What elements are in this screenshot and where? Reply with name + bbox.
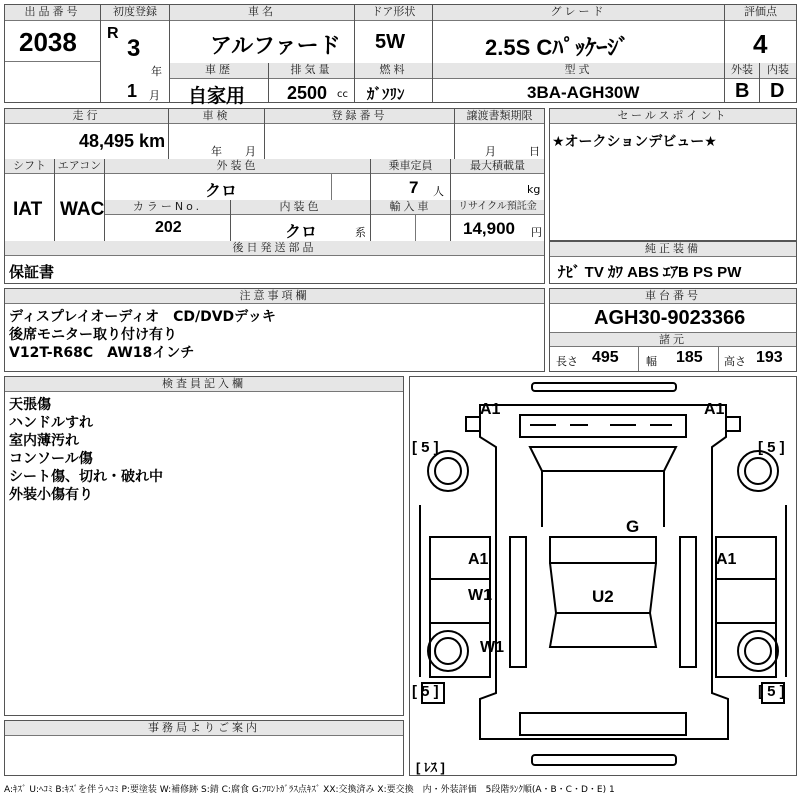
month-unit: 月 bbox=[149, 89, 160, 102]
first-reg-cell bbox=[101, 5, 169, 102]
int-color: クロ bbox=[285, 224, 318, 241]
chassis-box bbox=[549, 288, 797, 372]
sales-point-text: ★オークションデビュー★ bbox=[552, 134, 717, 150]
door: 5W bbox=[375, 31, 405, 53]
recycle-cell bbox=[451, 200, 544, 241]
dmg-right-a1: A1 bbox=[716, 551, 737, 568]
lot-no-label: 出品番号 bbox=[5, 5, 100, 21]
int-color-cell bbox=[231, 200, 371, 241]
load-unit: kg bbox=[527, 183, 541, 196]
interior-label: 内装 bbox=[760, 63, 796, 79]
height: 193 bbox=[756, 349, 783, 366]
year-unit: 年 bbox=[151, 65, 162, 78]
later-parts-label: 後日発送部品 bbox=[5, 241, 544, 256]
load-label: 最大積載量 bbox=[451, 159, 544, 174]
import-cell bbox=[371, 200, 451, 241]
import-label: 輸入車 bbox=[371, 200, 450, 215]
ac-label: エアコン bbox=[55, 159, 104, 174]
transfer-cell bbox=[455, 109, 544, 159]
tire-lr: [ 5 ] bbox=[412, 683, 439, 700]
seats-label: 乗車定員 bbox=[371, 159, 450, 174]
history-label: 車歴 bbox=[170, 63, 268, 79]
score-cell bbox=[725, 5, 796, 63]
dmg-u2: U2 bbox=[592, 587, 614, 606]
load-cell bbox=[451, 159, 544, 200]
reg-month: 1 bbox=[127, 81, 138, 101]
color-no-cell bbox=[105, 200, 231, 241]
fuel-cell bbox=[355, 63, 433, 102]
dmg-g: G bbox=[626, 517, 640, 536]
height-label: 高さ bbox=[724, 355, 746, 368]
tire-lf: [ 5 ] bbox=[412, 439, 439, 456]
recycle-unit: 円 bbox=[531, 226, 542, 239]
ac-cell bbox=[55, 159, 105, 241]
dmg-top-right: A1 bbox=[704, 401, 725, 418]
color-no: 202 bbox=[155, 219, 182, 236]
dmg-left-w1b: W1 bbox=[480, 639, 504, 656]
notes-label: 注意事項欄 bbox=[5, 289, 544, 304]
recycle: 14,900 bbox=[463, 219, 515, 238]
grade-label: グレード bbox=[433, 5, 724, 21]
inspector-line: ハンドルすれ bbox=[9, 415, 93, 431]
interior-score: D bbox=[770, 80, 785, 102]
displacement-unit: cc bbox=[337, 89, 348, 100]
inspector-label: 検査員記入欄 bbox=[5, 377, 403, 392]
reg-no-label: 登録番号 bbox=[265, 109, 454, 124]
car-name: アルファード bbox=[210, 33, 341, 58]
exterior-cell bbox=[725, 63, 760, 102]
model: 3BA-AGH30W bbox=[527, 83, 640, 102]
inspector-line: コンソール傷 bbox=[9, 451, 93, 467]
inspector-line: 室内薄汚れ bbox=[9, 433, 79, 449]
exterior-score: B bbox=[735, 80, 750, 102]
inspector-line: 天張傷 bbox=[9, 397, 51, 413]
fuel-label: 燃料 bbox=[355, 63, 432, 79]
history: 自家用 bbox=[188, 86, 246, 107]
specs-label: 諸元 bbox=[550, 332, 796, 347]
shift-label: シフト bbox=[5, 159, 54, 174]
shift-cell bbox=[5, 159, 55, 241]
equipment-box bbox=[549, 241, 797, 284]
car-diagram-box bbox=[409, 376, 797, 776]
tire-rf: [ 5 ] bbox=[758, 439, 785, 456]
lot-no: 2038 bbox=[19, 27, 77, 57]
chassis-label: 車台番号 bbox=[550, 289, 796, 304]
dmg-left-w1: W1 bbox=[468, 587, 492, 604]
sales-point-label: セールスポイント bbox=[550, 109, 796, 124]
era: R bbox=[107, 25, 119, 42]
grade: 2.5S Cﾊﾟｯｹｰｼﾞ bbox=[485, 35, 630, 60]
exterior-label: 外装 bbox=[725, 63, 759, 79]
equipment-label: 純正装備 bbox=[550, 242, 796, 257]
color: クロ bbox=[205, 183, 238, 200]
displacement-cell bbox=[269, 63, 355, 102]
length: 495 bbox=[592, 349, 619, 366]
later-parts: 保証書 bbox=[9, 264, 55, 281]
notes-box bbox=[4, 288, 545, 372]
notes-lines bbox=[9, 308, 276, 362]
width-label: 幅 bbox=[646, 355, 657, 368]
grade-cell bbox=[433, 5, 725, 63]
insp-year-unit: 年 bbox=[211, 145, 222, 158]
transfer-month-unit: 月 bbox=[485, 145, 496, 158]
mileage-label: 走行 bbox=[5, 109, 168, 124]
door-label: ドア形状 bbox=[355, 5, 432, 21]
car-diagram bbox=[410, 377, 796, 775]
int-color-label: 内装色 bbox=[231, 200, 370, 215]
lot-no-cell bbox=[5, 5, 101, 102]
displacement-label: 排気量 bbox=[269, 63, 354, 79]
color-no-label: カラーNo. bbox=[105, 200, 230, 215]
reg-year: 3 bbox=[127, 35, 141, 62]
mileage: 48,495 km bbox=[79, 131, 166, 151]
int-color-unit: 系 bbox=[355, 226, 366, 239]
shift: IAT bbox=[13, 199, 43, 220]
score: 4 bbox=[753, 29, 768, 59]
length-label: 長さ bbox=[556, 355, 578, 368]
history-cell bbox=[169, 63, 269, 107]
spare-tire: [ ﾚｽ ] bbox=[416, 760, 445, 775]
office-box bbox=[4, 720, 404, 776]
fuel: ｶﾞｿﾘﾝ bbox=[367, 86, 405, 103]
legend: A:ｷｽﾞ U:ﾍｺﾐ B:ｷｽﾞを伴うﾍｺﾐ P:要塗装 W:補修跡 S:錆 C:腐食 G:ﾌﾛﾝﾄｶﾞﾗｽ点ｷｽﾞ XX:交換済み X:要交換 内・外装評価 5段階ﾗﾝｸ順(A・B・C・D・E) 1 bbox=[4, 785, 615, 795]
sales-point-box bbox=[549, 108, 797, 241]
interior-cell bbox=[760, 63, 796, 102]
first-reg-label: 初度登録 bbox=[101, 5, 169, 21]
note-line: ディスプレイオーディオ CD/DVDデッキ bbox=[9, 309, 276, 325]
inspector-lines bbox=[9, 396, 163, 504]
seats-unit: 人 bbox=[433, 185, 444, 198]
width: 185 bbox=[676, 349, 703, 366]
tire-rr: [ 5 ] bbox=[758, 683, 785, 700]
vehicle-detail-table bbox=[4, 108, 545, 284]
displacement: 2500 bbox=[287, 83, 328, 103]
seats-cell bbox=[371, 159, 451, 200]
score-label: 評価点 bbox=[725, 5, 796, 21]
inspector-line: 外装小傷有り bbox=[9, 487, 93, 503]
inspection-cell bbox=[169, 109, 265, 159]
ac: WAC bbox=[60, 199, 105, 220]
dmg-top-left: A1 bbox=[480, 401, 501, 418]
inspection-label: 車検 bbox=[169, 109, 264, 124]
car-name-cell bbox=[169, 5, 355, 63]
dmg-left-a1: A1 bbox=[468, 551, 489, 568]
seats: 7 bbox=[409, 178, 419, 197]
transfer-label: 譲渡書類期限 bbox=[455, 109, 544, 124]
mileage-cell bbox=[5, 109, 169, 159]
model-cell bbox=[433, 63, 725, 102]
color-label: 外装色 bbox=[105, 159, 370, 174]
chassis-number: AGH30-9023366 bbox=[594, 307, 746, 329]
color-cell bbox=[105, 159, 371, 200]
inspector-line: シート傷、切れ・破れ中 bbox=[9, 469, 163, 485]
reg-no-cell bbox=[265, 109, 455, 159]
recycle-label: リサイクル預託金 bbox=[451, 200, 544, 215]
office-label: 事務局よりご案内 bbox=[5, 721, 403, 736]
door-cell bbox=[355, 5, 433, 63]
note-line: 後席モニター取り付け有り bbox=[9, 327, 177, 343]
transfer-day-unit: 日 bbox=[529, 145, 540, 158]
model-label: 型式 bbox=[433, 63, 724, 79]
inspector-box bbox=[4, 376, 404, 716]
insp-month-unit: 月 bbox=[245, 145, 256, 158]
note-line: V12T-R68C AW18インチ bbox=[9, 345, 195, 361]
equipment-items: ﾅﾋﾞ TV ｶﾜ ABS ｴｱB PS PW bbox=[558, 264, 742, 281]
header-table bbox=[4, 4, 797, 107]
car-name-label: 車名 bbox=[170, 5, 354, 21]
